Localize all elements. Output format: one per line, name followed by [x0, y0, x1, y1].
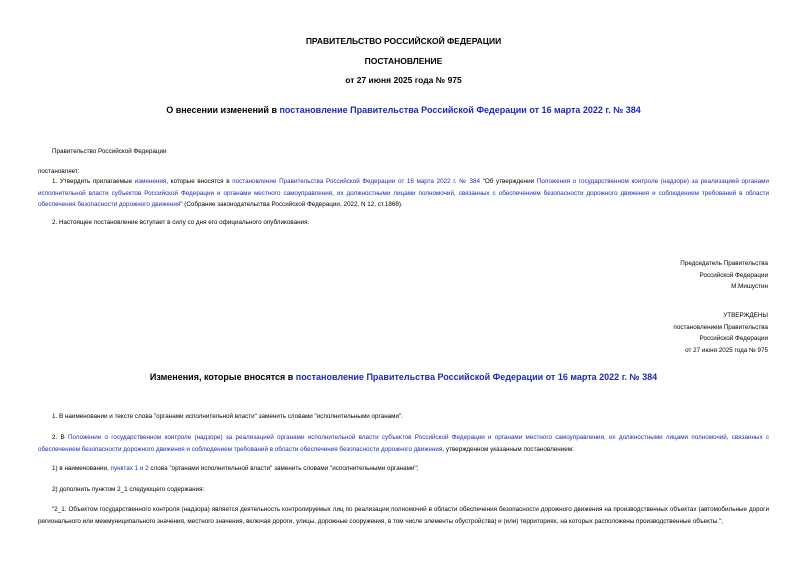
signature-block — [680, 258, 768, 293]
approval-line-4: от 27 июня 2025 года № 975 — [685, 346, 768, 354]
item-1-prefix: 1. Утвердить прилагаемые — [52, 178, 135, 185]
item-1-link-regulation[interactable]: Положения о государственном контроле (надзоре) за реализацией органами исполнительной власти субъектов Российской Федерации и органами местного самоуправления, их должностными лицами полномочий, связанных с обеспечением безопасности дорожного движения и соблюдением требований в области обеспечения безопасности дорожного движения — [38, 178, 769, 208]
header-doc-type: ПОСТАНОВЛЕНИЕ — [364, 56, 443, 66]
approval-line-3: Российской Федерации — [699, 335, 768, 343]
changes-p3-link[interactable]: пунктах 1 и 2 — [110, 465, 149, 472]
signature-line-3: М.Мишустин — [731, 283, 768, 291]
item-1-link-changes[interactable]: изменения — [134, 178, 167, 185]
item-1-mid: , которые вносятся в — [166, 178, 233, 185]
approval-line-2: постановлением Правительства — [673, 323, 768, 331]
item-1-quote-open: "Об утверждении — [479, 178, 537, 185]
changes-title — [0, 371, 807, 383]
changes-title-prefix: Изменения, которые вносятся в — [149, 372, 296, 382]
document-title-prefix: О внесении изменений в — [166, 105, 280, 115]
header-date-number: от 27 июня 2025 года № 975 — [345, 75, 462, 85]
item-1-link-decree[interactable]: постановление Правительства Российской Федерации от 16 марта 2022 г. № 384 — [232, 178, 480, 185]
decides-label: постановляет: — [38, 168, 80, 175]
approval-block — [673, 310, 768, 356]
changes-p3 — [52, 463, 419, 474]
signature-line-1: Председатель Правительства — [680, 260, 768, 267]
item-1 — [38, 176, 769, 211]
changes-p2-link[interactable]: Положении о государственном контроле (надзоре) за реализацией органами исполнительной власти субъектов Российской Федерации и органами местного самоуправления, их должностными лицами полномочий, связанных с обеспечением безопасности дорожного движения и соблюдением требований в области обеспечения безопасности дорожного движения — [38, 434, 769, 453]
header-org: ПРАВИТЕЛЬСТВО РОССИЙСКОЙ ФЕДЕРАЦИИ — [305, 36, 502, 46]
changes-p2-prefix: 2. В — [52, 434, 68, 441]
approval-line-1: УТВЕРЖДЕНЫ — [723, 312, 768, 319]
document-title — [0, 104, 807, 116]
changes-p3-prefix: 1) в наименовании, — [52, 465, 111, 472]
changes-p3-suffix: слова "органами исполнительной власти" заменить словами "исполнительными органами"; — [148, 465, 419, 472]
item-2: 2. Настоящее постановление вступает в силу со дня его официального опубликования. — [52, 219, 310, 226]
item-1-suffix: " (Собрание законодательства Российской Федерации, 2022, N 12, ст.1868). — [180, 201, 403, 208]
changes-p2 — [38, 432, 769, 455]
changes-p5: "2_1. Объектом государственного контроля (надзора) является деятельность контролируемых лиц по реализации полномочий в области обеспечения безопасности дорожного движения на производственных объектах (автомобильные дороги регионального или межмуниципального значения, местного значения, включая дороги, улицы, дорожные сооружения, в том числе элементы обустройства) и (или) территориях, на которых расположены производственные объекты."; — [38, 506, 769, 525]
changes-p1: 1. В наименовании и тексте слова "органами исполнительной власти" заменить словами "исполнительными органами". — [52, 413, 404, 420]
document-title-link[interactable]: постановление Правительства Российской Федерации от 16 марта 2022 г. № 384 — [279, 105, 641, 115]
changes-p4: 2) дополнить пунктом 2_1 следующего содержания: — [52, 486, 205, 493]
signature-line-2: Российской Федерации — [699, 271, 768, 279]
changes-title-link[interactable]: постановление Правительства Российской Федерации от 16 марта 2022 г. № 384 — [295, 372, 658, 382]
government-label: Правительство Российской Федерации — [52, 148, 167, 155]
changes-p2-suffix: , утвержденном указанным постановлением: — [442, 445, 574, 453]
